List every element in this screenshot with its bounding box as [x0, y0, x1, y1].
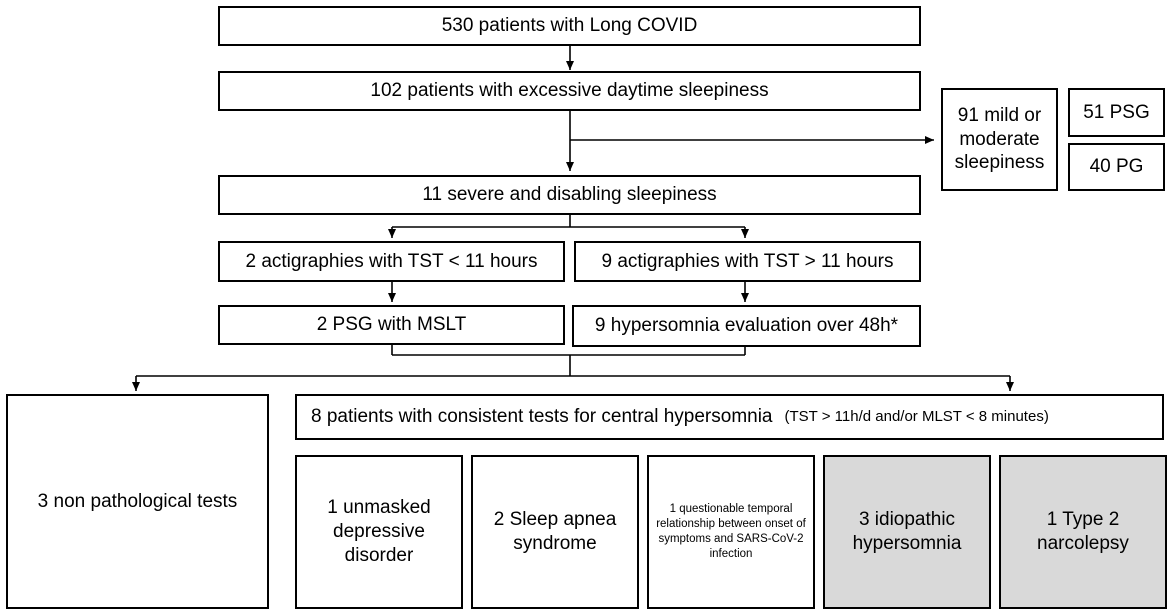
box-actigraphy-low-label: 2 actigraphies with TST < 11 hours	[245, 250, 538, 272]
box-hypersomnia-evaluation-label: 9 hypersomnia evaluation over 48h*	[594, 315, 899, 337]
box-type2-narcolepsy-label: 1 Type 2 narcolepsy	[1037, 509, 1129, 554]
box-idiopathic-hypersomnia-label: 3 idiopathic hypersomnia	[852, 509, 962, 554]
box-actigraphy-high-label: 9 actigraphies with TST > 11 hours	[601, 250, 894, 272]
box-non-pathological	[6, 394, 269, 609]
box-severe-sleepiness-label: 11 severe and disabling sleepiness	[422, 184, 717, 206]
box-central-hypersomnia	[295, 394, 1164, 440]
box-excessive-sleepiness-label: 102 patients with excessive daytime sleepiness	[370, 80, 769, 102]
box-type2-narcolepsy	[999, 455, 1167, 609]
box-sleep-apnea-label: 2 Sleep apnea syndrome	[493, 509, 617, 554]
box-central-hypersomnia-label: 8 patients with consistent tests for central hypersomnia	[311, 406, 773, 428]
box-sleep-apnea	[471, 455, 639, 609]
box-excessive-sleepiness	[218, 71, 921, 111]
box-depressive-disorder	[295, 455, 463, 609]
box-long-covid	[218, 6, 921, 46]
box-mild-sleepiness-label: 91 mild or moderate sleepiness	[954, 104, 1045, 174]
box-actigraphy-low	[218, 241, 565, 282]
box-depressive-disorder-label: 1 unmasked depressive disorder	[327, 497, 431, 566]
box-idiopathic-hypersomnia	[823, 455, 991, 609]
box-40-pg-label: 40 PG	[1089, 156, 1144, 178]
box-psg-mslt-label: 2 PSG with MSLT	[316, 314, 467, 336]
box-51-psg-label: 51 PSG	[1083, 101, 1150, 123]
box-long-covid-label: 530 patients with Long COVID	[441, 15, 698, 37]
box-severe-sleepiness	[218, 175, 921, 215]
box-mild-sleepiness	[941, 88, 1058, 191]
box-40-pg	[1068, 143, 1165, 191]
box-psg-mslt	[218, 305, 565, 345]
box-central-hypersomnia-note: (TST > 11h/d and/or MLST < 8 minutes)	[784, 407, 1049, 425]
box-non-pathological-label: 3 non pathological tests	[37, 490, 238, 512]
box-51-psg	[1068, 88, 1165, 137]
box-questionable-relationship-label: 1 questionable temporal relationship between onset of symptoms and SARS-CoV-2 infection	[656, 503, 806, 560]
box-questionable-relationship	[647, 455, 815, 609]
box-actigraphy-high	[574, 241, 921, 282]
box-hypersomnia-evaluation	[572, 305, 921, 347]
